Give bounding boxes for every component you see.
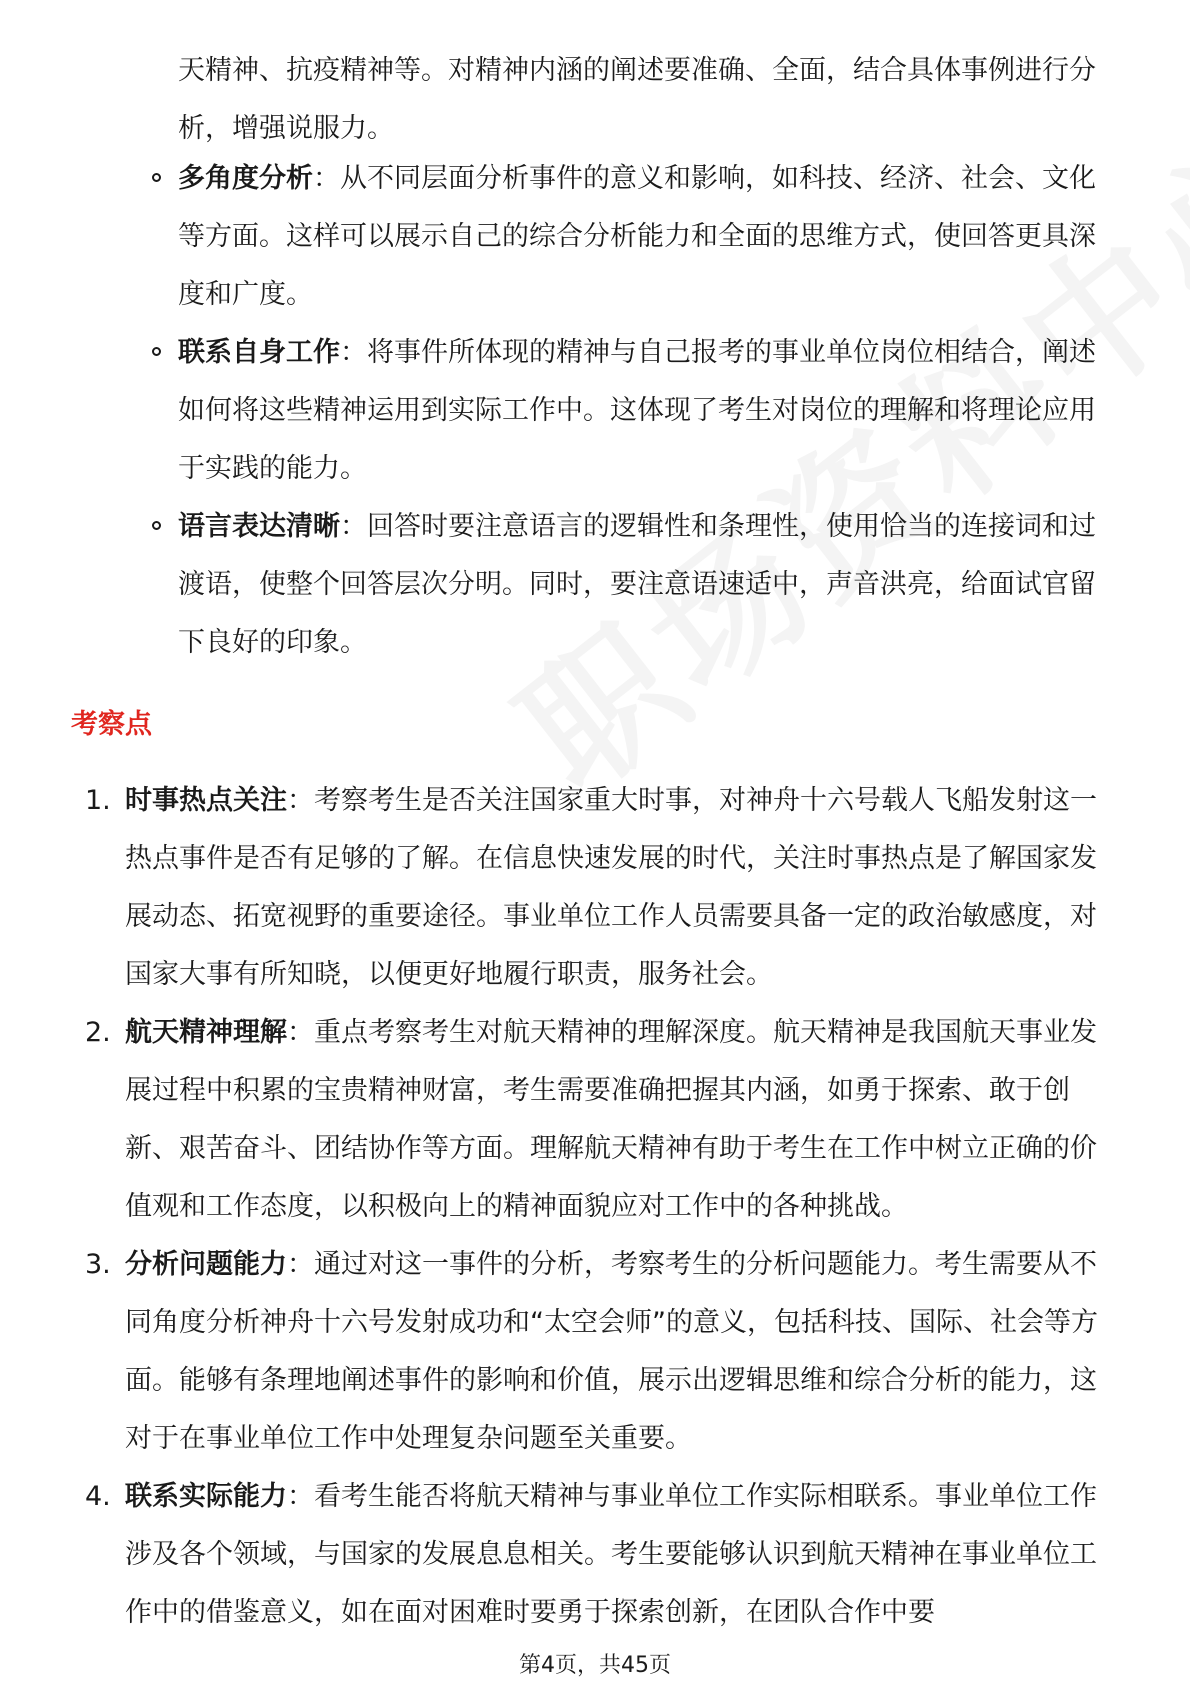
list-number: 3.	[85, 1249, 111, 1280]
hollow-bullet-icon	[152, 347, 161, 356]
bullet-text: 将事件所体现的精神与自己报考的事业单位岗位相结合，阐述如何将这些精神运用到实际工作中。这体现了考生对岗位的理解和将理论应用于实践的能力。	[178, 337, 1096, 484]
separator: ：	[287, 785, 314, 816]
point-title: 时事热点关注	[125, 785, 287, 816]
section-title: 考察点	[71, 709, 152, 740]
list-number: 1.	[85, 785, 111, 816]
point-text: 通过对这一事件的分析，考察考生的分析问题能力。考生需要从不同角度分析神舟十六号发射成功和“太空会师”的意义，包括科技、国际、社会等方面。能够有条理地阐述事件的影响和价值，展示出逻辑思维和综合分析的能力，这对于在事业单位工作中处理复杂问题至关重要。	[125, 1249, 1098, 1454]
bullet-list	[178, 150, 1108, 672]
point-text: 看考生能否将航天精神与事业单位工作实际相联系。事业单位工作涉及各个领域，与国家的发展息息相关。考生要能够认识到航天精神在事业单位工作中的借鉴意义，如在面对困难时要勇于探索创新，在团队合作中要	[125, 1481, 1097, 1628]
intro-text: 天精神、抗疫精神等。对精神内涵的阐述要准确、全面，结合具体事例进行分析，增强说服力。	[178, 55, 1096, 144]
separator: ：	[287, 1481, 314, 1512]
list-number: 4.	[85, 1481, 111, 1512]
intro-paragraph	[178, 42, 1108, 158]
separator: ：	[287, 1017, 314, 1048]
bullet-title: 多角度分析	[178, 163, 313, 194]
bullet-text: 回答时要注意语言的逻辑性和条理性，使用恰当的连接词和过渡语，使整个回答层次分明。同时，要注意语速适中，声音洪亮，给面试官留下良好的印象。	[178, 511, 1096, 658]
point-title: 航天精神理解	[125, 1017, 287, 1048]
separator: ：	[313, 163, 340, 194]
list-number: 2.	[85, 1017, 111, 1048]
numbered-list	[85, 772, 1110, 1642]
hollow-bullet-icon	[152, 173, 161, 182]
list-item	[85, 1004, 1110, 1236]
bullet-text: 从不同层面分析事件的意义和影响，如科技、经济、社会、文化等方面。这样可以展示自己的综合分析能力和全面的思维方式，使回答更具深度和广度。	[178, 163, 1096, 310]
bullet-item	[178, 324, 1108, 498]
separator: ：	[340, 511, 367, 542]
separator: ：	[287, 1249, 314, 1280]
bullet-item	[178, 498, 1108, 672]
list-item	[85, 1236, 1110, 1468]
point-text: 重点考察考生对航天精神的理解深度。航天精神是我国航天事业发展过程中积累的宝贵精神财富，考生需要准确把握其内涵，如勇于探索、敢于创新、艰苦奋斗、团结协作等方面。理解航天精神有助于考生在工作中树立正确的价值观和工作态度，以积极向上的精神面貌应对工作中的各种挑战。	[125, 1017, 1097, 1222]
page-number-footer: 第4页，共45页	[519, 1653, 671, 1678]
point-title: 联系实际能力	[125, 1481, 287, 1512]
bullet-item	[178, 150, 1108, 324]
bullet-title: 联系自身工作	[178, 337, 340, 368]
point-text: 考察考生是否关注国家重大时事，对神舟十六号载人飞船发射这一热点事件是否有足够的了解。在信息快速发展的时代，关注时事热点是了解国家发展动态、拓宽视野的重要途径。事业单位工作人员需要具备一定的政治敏感度，对国家大事有所知晓，以便更好地履行职责，服务社会。	[125, 785, 1097, 990]
list-item	[85, 1468, 1110, 1642]
separator: ：	[340, 337, 367, 368]
point-title: 分析问题能力	[125, 1249, 287, 1280]
list-item	[85, 772, 1110, 1004]
hollow-bullet-icon	[152, 521, 161, 530]
bullet-title: 语言表达清晰	[178, 511, 340, 542]
